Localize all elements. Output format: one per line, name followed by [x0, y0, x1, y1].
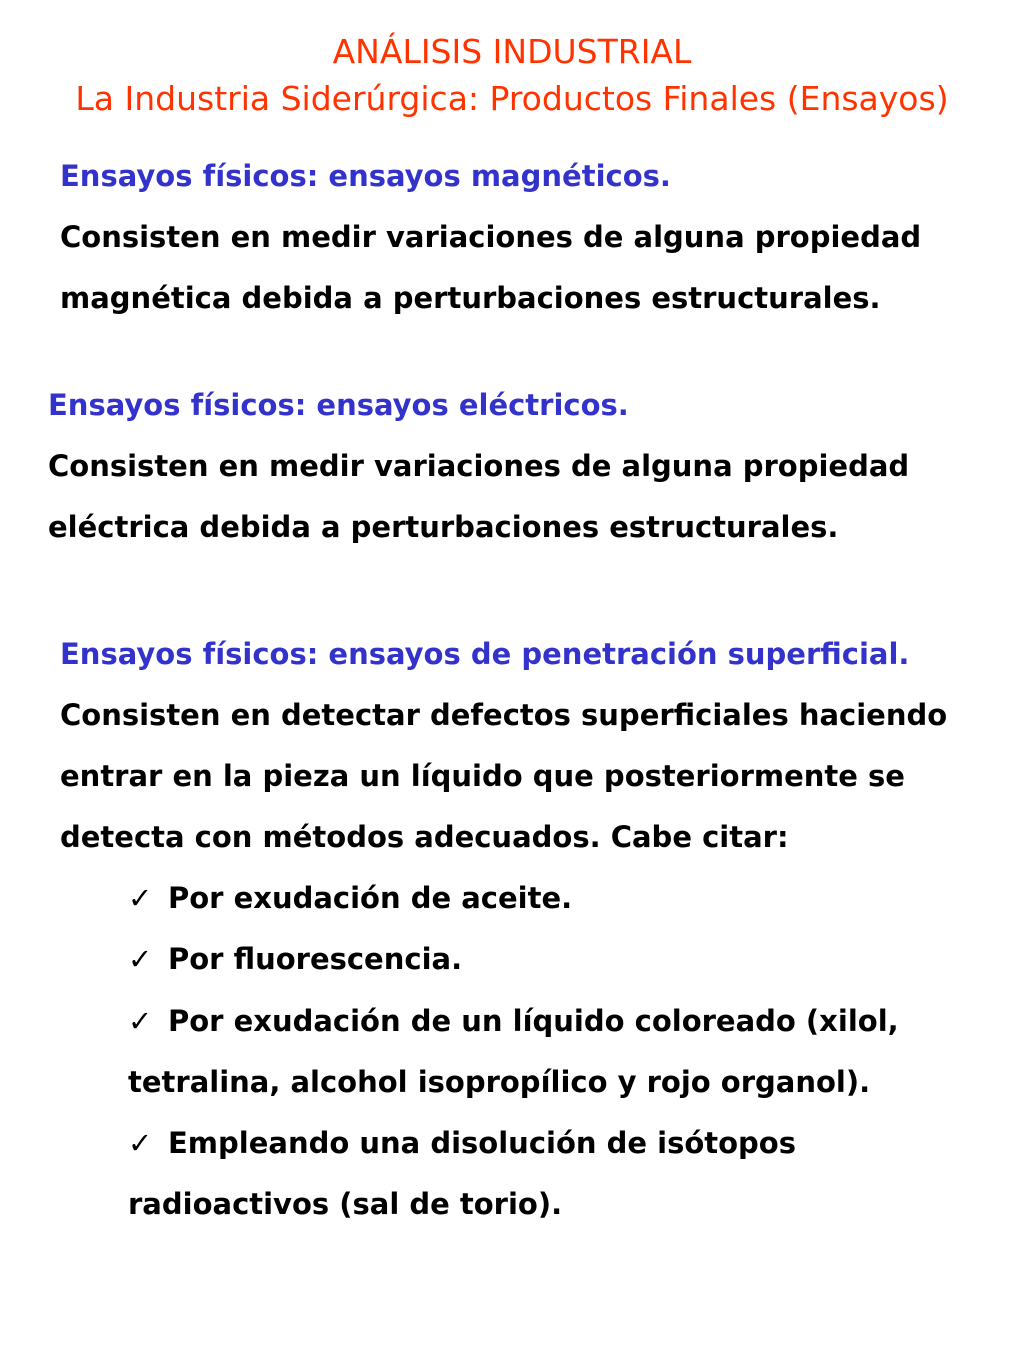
- list-item-text: Empleando una disolución de isótopos: [168, 1126, 796, 1161]
- checkmark-icon: ✓: [128, 1126, 153, 1161]
- section-electric-tests: [48, 375, 909, 558]
- list-item-text: Por exudación de un líquido coloreado (xilol,: [168, 1003, 899, 1038]
- list-item-continuation: radioactivos (sal de torio).: [128, 1187, 563, 1222]
- section-text-line: Consisten en medir variaciones de alguna propiedad: [60, 220, 922, 254]
- list-item: [60, 929, 899, 990]
- list-item-continuation: tetralina, alcohol isopropílico y rojo organol).: [128, 1064, 871, 1099]
- list-item-text: Por exudación de aceite.: [168, 881, 573, 915]
- section-heading: Ensayos físicos: ensayos magnéticos.: [60, 159, 671, 193]
- checkmark-icon: ✓: [128, 942, 153, 977]
- list-item: [60, 868, 899, 929]
- list-item: [60, 991, 899, 1052]
- section-magnetic-tests: [60, 146, 921, 329]
- section-text-line: entrar en la pieza un líquido que posteriormente se: [60, 759, 905, 793]
- checkmark-icon: ✓: [128, 881, 153, 915]
- section-text-line: Consisten en detectar defectos superficiales haciendo: [60, 698, 948, 732]
- section-text-line: detecta con métodos adecuados. Cabe citar:: [60, 820, 789, 854]
- section-penetration-tests: [60, 624, 947, 868]
- bullet-list: [60, 868, 899, 1236]
- section-heading: Ensayos físicos: ensayos de penetración superficial.: [60, 637, 910, 671]
- section-text-line: eléctrica debida a perturbaciones estructurales.: [48, 510, 839, 544]
- section-heading: Ensayos físicos: ensayos eléctricos.: [48, 388, 629, 422]
- section-text-line: magnética debida a perturbaciones estructurales.: [60, 281, 881, 315]
- list-item-text: Por fluorescencia.: [168, 942, 463, 977]
- section-text-line: Consisten en medir variaciones de alguna propiedad: [48, 449, 910, 483]
- page-title: ANÁLISIS INDUSTRIAL: [332, 32, 692, 71]
- list-item: [60, 1113, 899, 1174]
- page-subtitle: La Industria Siderúrgica: Productos Finales (Ensayos): [75, 79, 949, 118]
- checkmark-icon: ✓: [128, 1003, 153, 1038]
